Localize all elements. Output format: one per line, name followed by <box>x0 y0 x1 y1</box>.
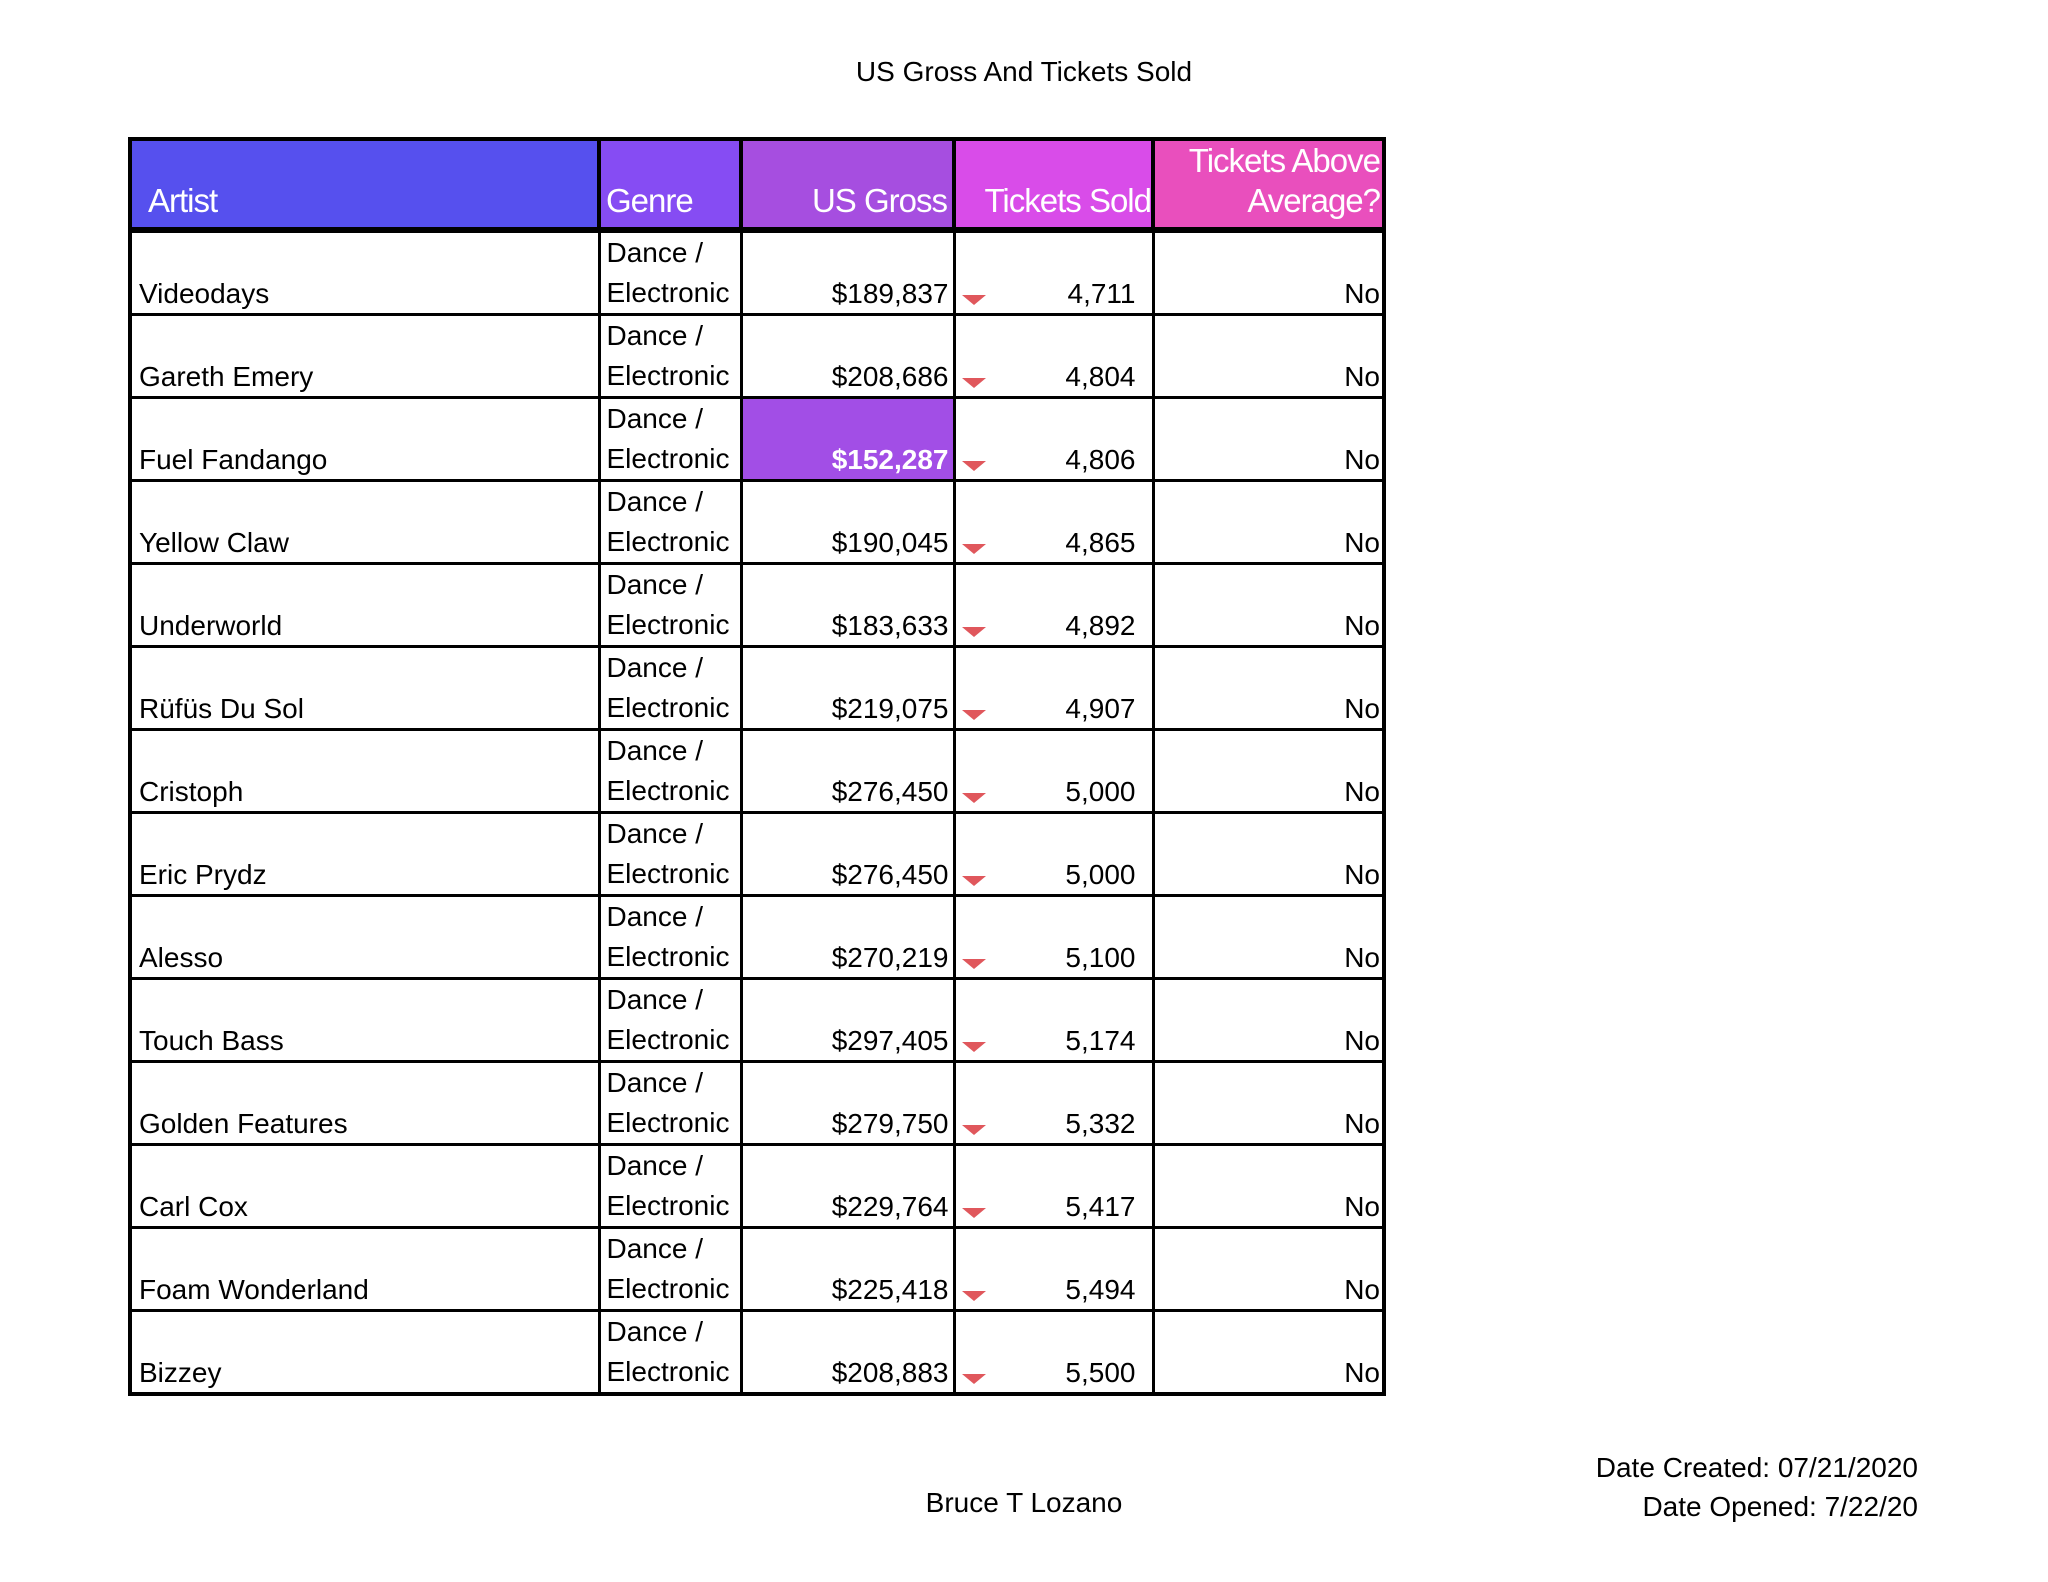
genre-line1: Dance / <box>606 569 703 600</box>
genre-line1: Dance / <box>606 1233 703 1264</box>
down-triangle-icon <box>962 544 986 554</box>
cell-us-gross[interactable]: $279,750 <box>741 1062 954 1145</box>
tickets-value: 4,892 <box>1065 610 1136 641</box>
down-triangle-icon <box>962 710 986 720</box>
cell-genre[interactable] <box>599 315 741 398</box>
cell-tickets-sold[interactable] <box>954 647 1153 730</box>
table-row <box>130 979 1384 1062</box>
tickets-value: 5,174 <box>1065 1025 1136 1056</box>
genre-line2: Electronic <box>606 692 730 723</box>
cell-tickets-above-average[interactable]: No <box>1153 315 1384 398</box>
cell-artist[interactable]: Fuel Fandango <box>130 398 599 481</box>
cell-artist[interactable]: Foam Wonderland <box>130 1228 599 1311</box>
cell-us-gross[interactable]: $152,287 <box>741 398 954 481</box>
tickets-value: 5,000 <box>1065 776 1136 807</box>
cell-artist[interactable]: Gareth Emery <box>130 315 599 398</box>
down-triangle-icon <box>962 1291 986 1301</box>
tickets-value: 5,417 <box>1065 1191 1136 1222</box>
cell-artist[interactable]: Golden Features <box>130 1062 599 1145</box>
genre-line1: Dance / <box>606 1067 703 1098</box>
header-row <box>130 139 1384 230</box>
genre-line1: Dance / <box>606 901 703 932</box>
table-row <box>130 230 1384 315</box>
cell-tickets-above-average[interactable]: No <box>1344 1357 1380 1388</box>
cell-genre[interactable] <box>599 730 741 813</box>
cell-genre[interactable] <box>599 1062 741 1145</box>
cell-artist[interactable]: Touch Bass <box>130 979 599 1062</box>
table-row <box>130 1145 1384 1228</box>
cell-artist[interactable]: Alesso <box>130 896 599 979</box>
cell-genre[interactable] <box>599 564 741 647</box>
cell-tickets-above-average[interactable]: No <box>1153 564 1384 647</box>
genre-line2: Electronic <box>606 526 730 557</box>
cell-tickets-sold[interactable] <box>954 1311 1153 1395</box>
genre-line1: Dance / <box>606 320 703 351</box>
cell-us-gross[interactable]: $270,219 <box>741 896 954 979</box>
genre-line1: Dance / <box>606 237 703 268</box>
footer-dates <box>1596 1448 1918 1526</box>
cell-tickets-sold[interactable] <box>954 230 1153 315</box>
table-row <box>130 564 1384 647</box>
cell-us-gross[interactable]: $276,450 <box>741 730 954 813</box>
cell-tickets-above-average[interactable]: No <box>1153 1228 1384 1311</box>
cell-artist[interactable]: Videodays <box>130 230 599 315</box>
cell-genre[interactable] <box>599 398 741 481</box>
genre-line2: Electronic <box>606 443 730 474</box>
cell-us-gross[interactable]: $276,450 <box>741 813 954 896</box>
cell-us-gross[interactable]: $183,633 <box>741 564 954 647</box>
genre-line2: Electronic <box>606 277 730 308</box>
tickets-value: 5,332 <box>1065 1108 1136 1139</box>
cell-artist[interactable]: Eric Prydz <box>130 813 599 896</box>
genre-line2: Electronic <box>606 941 730 972</box>
down-triangle-icon <box>962 295 986 305</box>
genre-line1: Dance / <box>606 652 703 683</box>
cell-us-gross[interactable]: $208,686 <box>741 315 954 398</box>
cell-tickets-above-average[interactable]: No <box>1153 1062 1384 1145</box>
cell-tickets-sold[interactable] <box>954 896 1153 979</box>
table-row <box>130 1228 1384 1311</box>
genre-line1: Dance / <box>606 735 703 766</box>
cell-tickets-sold[interactable] <box>954 730 1153 813</box>
genre-line1: Dance / <box>606 486 703 517</box>
genre-line2: Electronic <box>606 858 730 889</box>
cell-tickets-above-average[interactable]: No <box>1153 896 1384 979</box>
table-row <box>130 647 1384 730</box>
cell-genre[interactable] <box>599 896 741 979</box>
table-row <box>130 730 1384 813</box>
header-above-line1: Tickets Above <box>1188 142 1380 179</box>
genre-line2: Electronic <box>606 1356 730 1387</box>
header-us-gross[interactable]: US Gross <box>741 139 954 230</box>
genre-line2: Electronic <box>606 1190 730 1221</box>
cell-tickets-above-average[interactable]: No <box>1153 730 1384 813</box>
cell-tickets-sold[interactable] <box>954 1062 1153 1145</box>
cell-tickets-sold[interactable] <box>954 315 1153 398</box>
cell-artist[interactable]: Rüfüs Du Sol <box>130 647 599 730</box>
cell-genre[interactable] <box>599 1145 741 1228</box>
cell-tickets-above-average[interactable]: No <box>1153 979 1384 1062</box>
tickets-value: 4,711 <box>1067 278 1136 309</box>
tickets-value: 5,494 <box>1065 1274 1136 1305</box>
down-triangle-icon <box>962 1125 986 1135</box>
genre-line1: Dance / <box>606 984 703 1015</box>
down-triangle-icon <box>962 627 986 637</box>
table-row <box>130 315 1384 398</box>
header-genre[interactable]: Genre <box>599 139 741 230</box>
cell-tickets-above-average[interactable]: No <box>1153 1145 1384 1228</box>
tickets-value: 4,806 <box>1065 444 1136 475</box>
tickets-value: 4,907 <box>1065 693 1136 724</box>
table-row <box>130 481 1384 564</box>
genre-line1: Dance / <box>606 403 703 434</box>
table-row <box>130 1311 1384 1395</box>
cell-us-gross[interactable]: $219,075 <box>741 647 954 730</box>
genre-line2: Electronic <box>606 775 730 806</box>
genre-line2: Electronic <box>606 1024 730 1055</box>
genre-line2: Electronic <box>606 1107 730 1138</box>
page-title: US Gross And Tickets Sold <box>855 56 1193 87</box>
cell-genre[interactable] <box>599 979 741 1062</box>
tickets-value: 4,865 <box>1065 527 1136 558</box>
tickets-value: 5,500 <box>1065 1357 1136 1388</box>
tickets-value: 5,000 <box>1065 859 1136 890</box>
down-triangle-icon <box>962 876 986 886</box>
cell-artist[interactable]: Carl Cox <box>130 1145 599 1228</box>
cell-tickets-above-average[interactable]: No <box>1153 647 1384 730</box>
cell-tickets-above-average[interactable]: No <box>1153 230 1384 315</box>
down-triangle-icon <box>962 1374 986 1384</box>
cell-genre[interactable] <box>599 1311 741 1395</box>
table-row <box>130 1062 1384 1145</box>
down-triangle-icon <box>962 1208 986 1218</box>
header-above-line2: Average? <box>1247 182 1380 219</box>
cell-genre[interactable] <box>599 813 741 896</box>
genre-line2: Electronic <box>606 609 730 640</box>
tickets-value: 4,804 <box>1065 361 1136 392</box>
table-row <box>130 398 1384 481</box>
cell-tickets-sold[interactable] <box>954 1228 1153 1311</box>
date-opened: Date Opened: 7/22/20 <box>1642 1491 1918 1522</box>
cell-tickets-above-average[interactable]: No <box>1153 481 1384 564</box>
genre-line1: Dance / <box>606 818 703 849</box>
genre-line1: Dance / <box>606 1316 703 1347</box>
cell-tickets-sold[interactable] <box>954 481 1153 564</box>
cell-us-gross[interactable]: $208,883 <box>741 1311 954 1395</box>
cell-artist[interactable]: Cristoph <box>130 730 599 813</box>
header-tickets-above-average[interactable] <box>1153 139 1384 230</box>
down-triangle-icon <box>962 1042 986 1052</box>
tickets-table <box>128 137 1386 1396</box>
down-triangle-icon <box>962 793 986 803</box>
cell-tickets-sold[interactable] <box>954 398 1153 481</box>
author-name: Bruce T Lozano <box>925 1487 1123 1518</box>
cell-tickets-above-average[interactable]: No <box>1153 398 1384 481</box>
cell-tickets-sold[interactable] <box>954 564 1153 647</box>
cell-tickets-above-average[interactable]: No <box>1153 813 1384 896</box>
cell-us-gross[interactable]: $190,045 <box>741 481 954 564</box>
cell-genre[interactable] <box>599 230 741 315</box>
cell-tickets-sold[interactable] <box>954 979 1153 1062</box>
table-body <box>130 230 1384 1394</box>
cell-artist[interactable]: Yellow Claw <box>130 481 599 564</box>
down-triangle-icon <box>962 378 986 388</box>
genre-line2: Electronic <box>606 360 730 391</box>
genre-line1: Dance / <box>606 1150 703 1181</box>
header-artist[interactable]: Artist <box>130 139 599 230</box>
cell-us-gross[interactable]: $225,418 <box>741 1228 954 1311</box>
down-triangle-icon <box>962 959 986 969</box>
cell-artist[interactable]: Underworld <box>130 564 599 647</box>
cell-genre[interactable] <box>599 1228 741 1311</box>
tickets-value: 5,100 <box>1065 942 1136 973</box>
genre-line2: Electronic <box>606 1273 730 1304</box>
header-tickets-sold[interactable]: Tickets Sold <box>954 139 1153 230</box>
table-row <box>130 813 1384 896</box>
cell-genre[interactable] <box>599 481 741 564</box>
cell-artist[interactable]: Bizzey <box>130 1311 599 1395</box>
cell-genre[interactable] <box>599 647 741 730</box>
down-triangle-icon <box>962 461 986 471</box>
table-row <box>130 896 1384 979</box>
cell-us-gross[interactable]: $229,764 <box>741 1145 954 1228</box>
date-created: Date Created: 07/21/2020 <box>1595 1452 1918 1483</box>
cell-us-gross[interactable]: $189,837 <box>741 230 954 315</box>
cell-tickets-sold[interactable] <box>954 813 1153 896</box>
cell-us-gross[interactable]: $297,405 <box>741 979 954 1062</box>
cell-tickets-sold[interactable] <box>954 1145 1153 1228</box>
